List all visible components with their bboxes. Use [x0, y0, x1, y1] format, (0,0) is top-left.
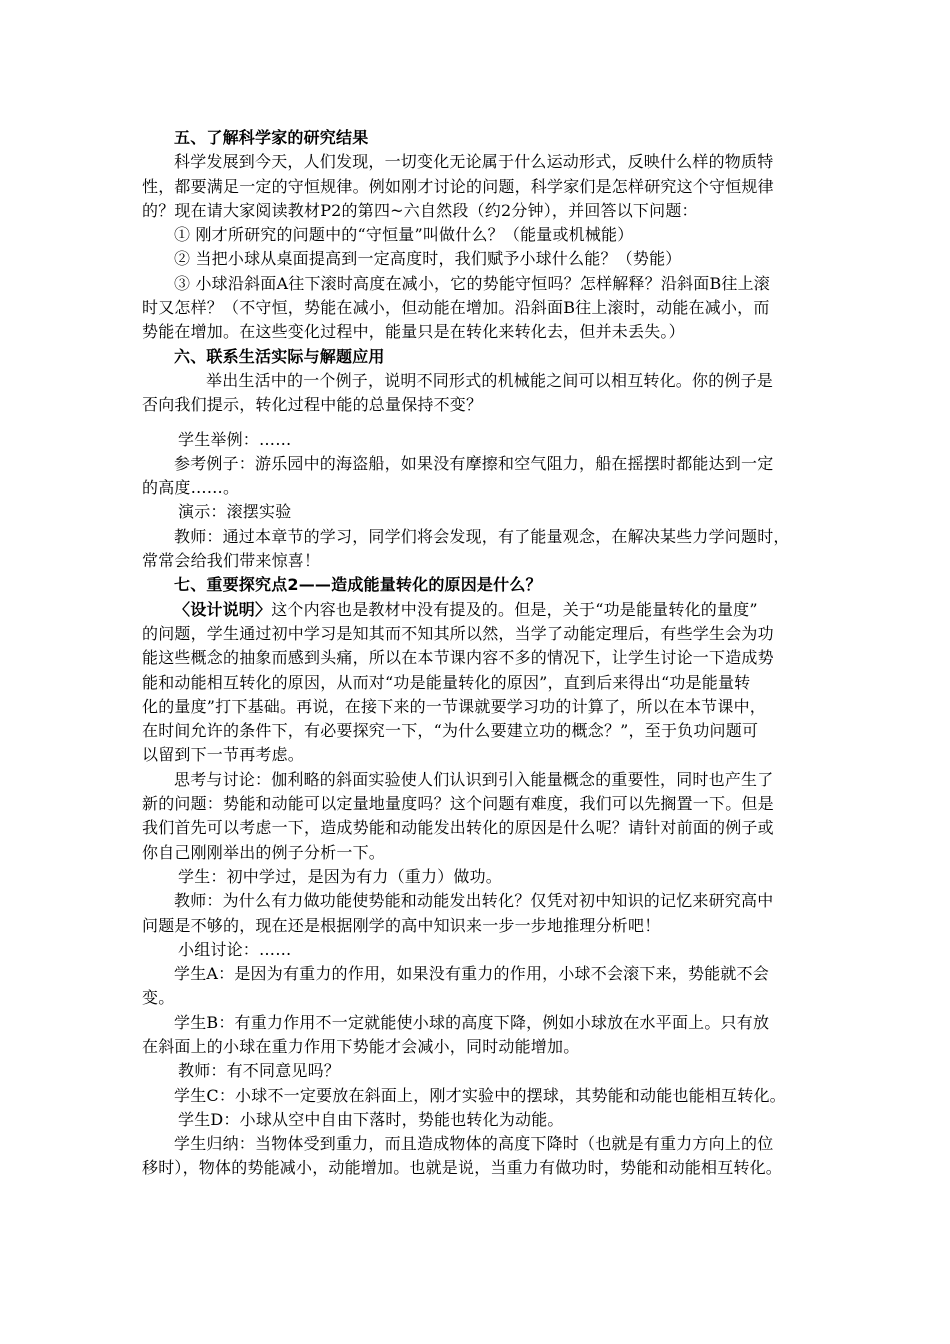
dialogue-line: 学生B：有重力作用不一定就能使小球的高度下降，例如小球放在水平面上。只有放	[174, 1012, 770, 1032]
paragraph-line: 否向我们提示，转化过程中能的总量保持不变？	[142, 395, 483, 415]
document-body	[142, 126, 822, 1181]
paragraph-line: 以留到下一节再考虑。	[142, 745, 305, 765]
dialogue-line: 教师：有不同意见吗？	[178, 1061, 341, 1081]
dialogue-line: 学生：初中学过，是因为有力（重力）做功。	[178, 866, 503, 886]
design-note-line	[142, 598, 822, 622]
paragraph-line: 在斜面上的小球在重力作用下势能才会减小，同时动能增加。	[142, 1036, 580, 1056]
dialogue-line: 学生D：小球从空中自由下落时，势能也转化为动能。	[178, 1109, 564, 1129]
paragraph-line: 化的量度”打下基础。再说，在接下来的一节课就要学习功的计算了，所以在本节课中，	[142, 696, 766, 716]
design-note-text: 这个内容也是教材中没有提及的。但是，关于“功是能量转化的量度”	[271, 599, 758, 619]
dialogue-line: 教师：为什么有力做功能使势能和动能发出转化？仅凭对初中知识的记忆来研究高中	[174, 891, 774, 911]
paragraph-line: 移时），物体的势能减小，动能增加。也就是说，当重力有做功时，势能和动能相互转化。	[142, 1158, 783, 1178]
paragraph-line: 时又怎样？（不守恒，势能在减小，但动能在增加。沿斜面B往上滚时，动能在减小，而	[142, 298, 770, 318]
spacer	[142, 418, 822, 428]
paragraph-line: 思考与讨论：伽利略的斜面实验使人们认识到引入能量概念的重要性，同时也产生了	[174, 769, 774, 789]
dialogue-line: 学生C：小球不一定要放在斜面上，刚才实验中的摆球，其势能和动能也能相互转化。	[174, 1085, 786, 1105]
paragraph-line: 性，都要满足一定的守恒规律。例如刚才讨论的问题，科学家们是怎样研究这个守恒规律	[142, 176, 774, 196]
paragraph-line: 变。	[142, 988, 175, 1008]
paragraph-line: 新的问题：势能和动能可以定量地量度吗？这个问题有难度，我们可以先搁置一下。但是	[142, 794, 774, 814]
dialogue-line: 演示：滚摆实验	[178, 502, 292, 522]
paragraph-line: 科学发展到今天，人们发现，一切变化无论属于什么运动形式，反映什么样的物质特	[174, 152, 774, 172]
paragraph-line: 你自己刚刚举出的例子分析一下。	[142, 842, 386, 862]
paragraph-line: 能这些概念的抽象而感到头痛，所以在本节课内容不多的情况下，让学生讨论一下造成势	[142, 648, 774, 668]
paragraph-line: 势能在增加。在这些变化过程中，能量只是在转化来转化去，但并未丢失。）	[142, 322, 685, 342]
paragraph-line: 能和动能相互转化的原因，从而对“功是能量转化的原因”，直到后来得出“功是能量转	[142, 672, 751, 692]
dialogue-line: 小组讨论：……	[178, 939, 292, 959]
dialogue-line: 学生归纳：当物体受到重力，而且造成物体的高度下降时（也就是有重力方向上的位	[174, 1134, 774, 1154]
dialogue-line: 学生A：是因为有重力的作用，如果没有重力的作用，小球不会滚下来，势能就不会	[174, 964, 769, 984]
paragraph-line: 在时间允许的条件下，有必要探究一下，“为什么要建立功的概念？”，至于负功问题可	[142, 721, 759, 741]
section-heading-5: 五、了解科学家的研究结果	[174, 128, 369, 147]
paragraph-line: 我们首先可以考虑一下，造成势能和动能发出转化的原因是什么呢？请针对前面的例子或	[142, 818, 774, 838]
paragraph-line: 问题是不够的，现在还是根据刚学的高中知识来一步一步地推理分析吧！	[142, 915, 661, 935]
dialogue-line: 教师：通过本章节的学习，同学们将会发现，有了能量观念，在解决某些力学问题时，	[174, 526, 790, 546]
paragraph-line: 参考例子：游乐园中的海盗船，如果没有摩擦和空气阻力，船在摇摆时都能达到一定	[174, 453, 774, 473]
question-item-1: ① 刚才所研究的问题中的“守恒量”叫做什么？（能量或机械能）	[174, 225, 634, 245]
paragraph-line: 常常会给我们带来惊喜！	[142, 551, 321, 571]
section-heading-6: 六、联系生活实际与解题应用	[174, 346, 385, 366]
question-item-2: ② 当把小球从桌面提高到一定高度时，我们赋予小球什么能？（势能）	[174, 249, 682, 269]
paragraph-line: 的？现在请大家阅读教材P2的第四~六自然段（约2分钟），并回答以下问题：	[142, 200, 698, 220]
paragraph-line: 的高度……。	[142, 478, 240, 498]
section-heading-7: 七、重要探究点2——造成能量转化的原因是什么？	[174, 575, 542, 595]
question-item-3: ③ 小球沿斜面A往下滚时高度在减小，它的势能守恒吗？怎样解释？沿斜面B往上滚	[174, 273, 770, 293]
dialogue-line: 学生举例：……	[178, 429, 292, 449]
paragraph-line: 的问题，学生通过初中学习是知其而不知其所以然，当学了动能定理后，有些学生会为功	[142, 623, 774, 643]
design-note-label: 〈设计说明〉	[174, 599, 272, 619]
paragraph-line: 举出生活中的一个例子，说明不同形式的机械能之间可以相互转化。你的例子是	[206, 370, 774, 390]
